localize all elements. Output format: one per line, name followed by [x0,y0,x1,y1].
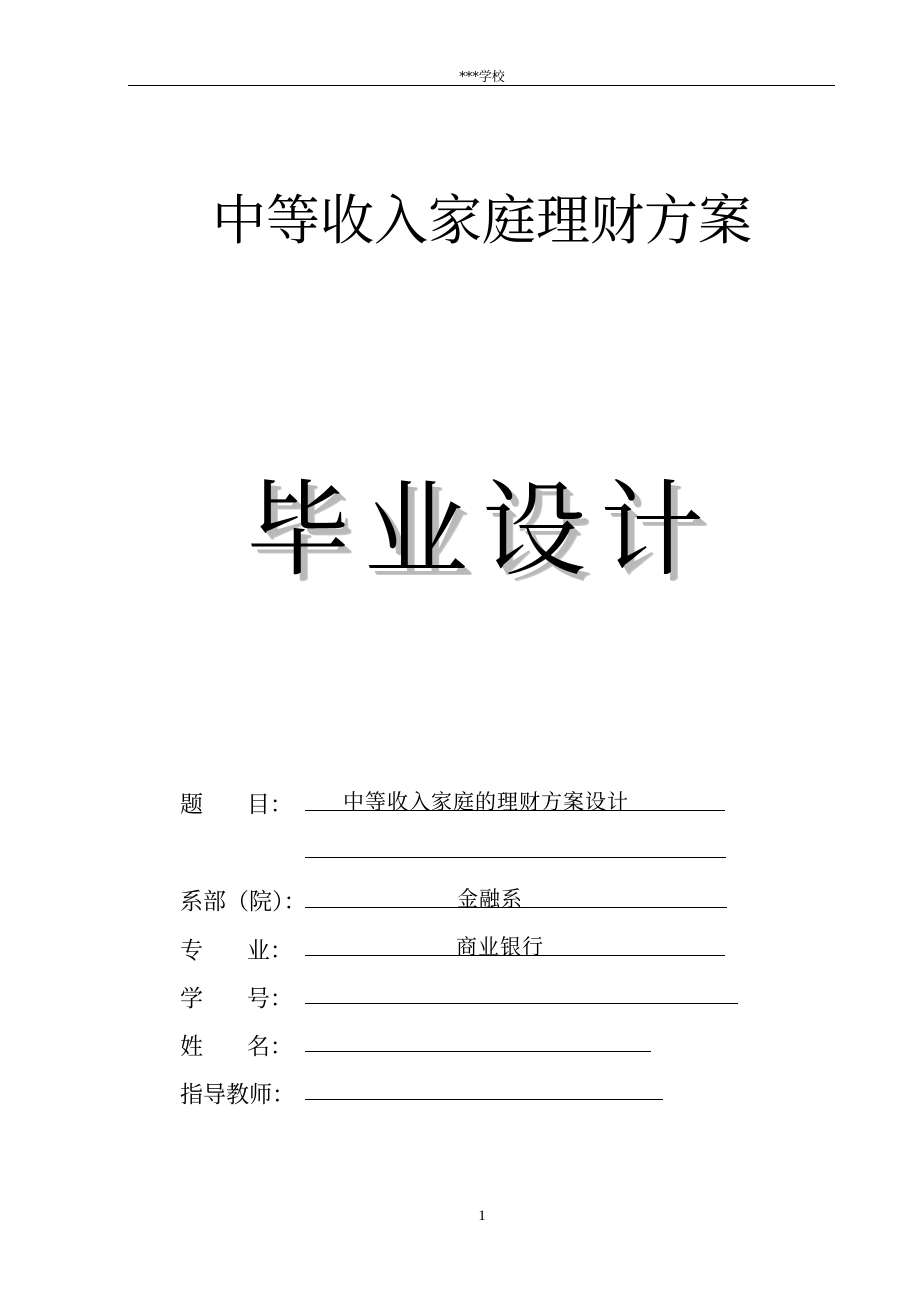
header-divider [128,85,835,86]
student-id-label: 学 号： [180,986,293,1012]
cover-heading: 毕业设计 [245,469,718,591]
topic-line-2 [305,857,726,858]
page-number: 1 [478,1208,486,1224]
document-title: 中等收入家庭理财方案 [212,189,752,252]
advisor-line [305,1099,663,1100]
department-value: 金融系 [457,887,523,911]
student-id-line [305,1003,738,1004]
advisor-label: 指导教师： [180,1082,295,1108]
header-school: ***学校 [459,70,505,85]
name-label: 姓 名： [180,1034,293,1060]
name-line [305,1051,651,1052]
department-label: 系部（院）： [180,889,307,915]
major-value: 商业银行 [456,935,544,959]
topic-label: 题 目： [180,792,293,818]
topic-value: 中等收入家庭的理财方案设计 [343,790,629,814]
major-label: 专 业： [180,938,293,964]
